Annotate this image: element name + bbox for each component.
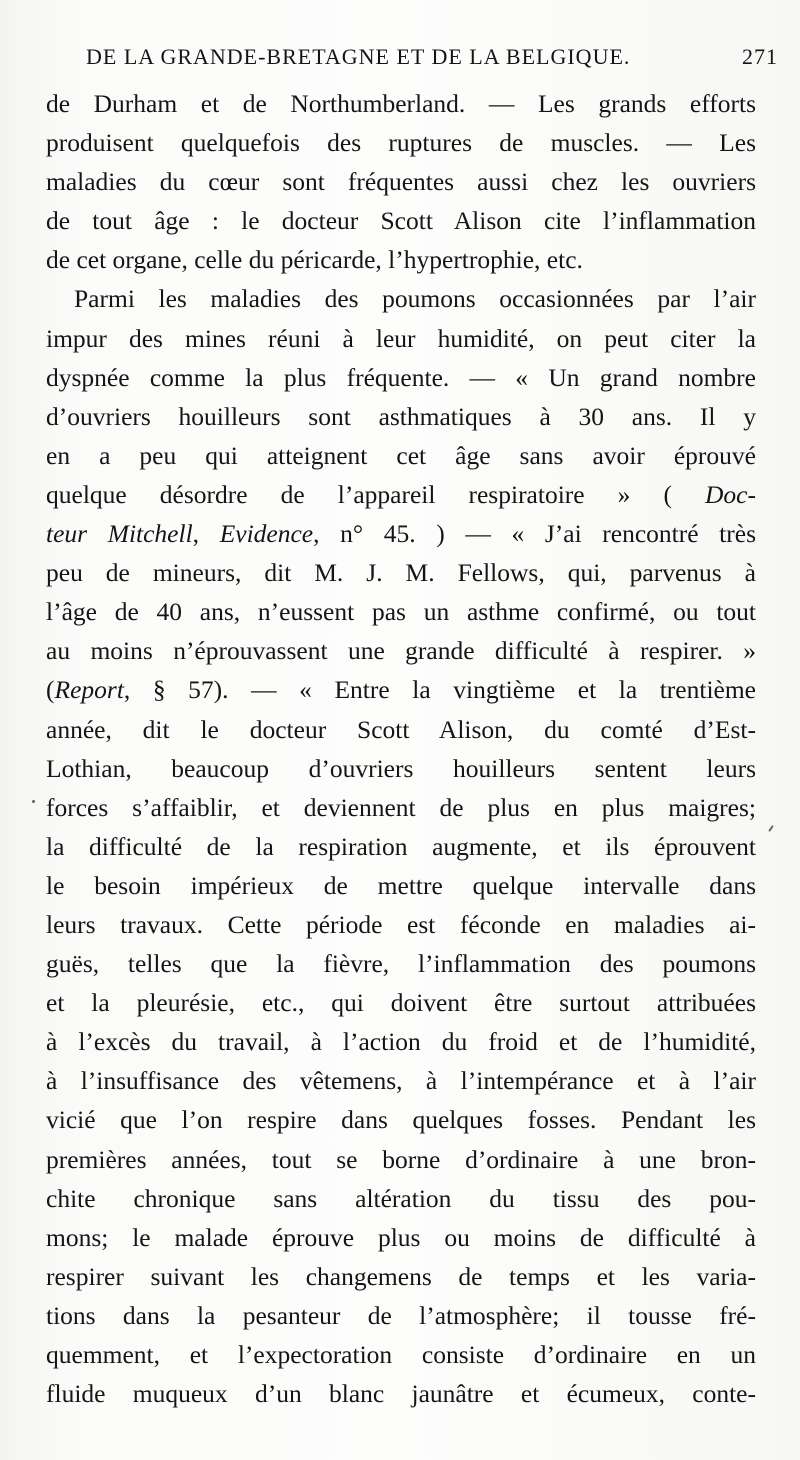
text-line: année, dit le docteur Scott Alison, du comté d’Est- [46,714,756,744]
text-line: maladies du cœur sont fréquentes aussi chez les ouvriers [46,167,756,197]
text-line: dyspnée comme la plus fréquente. — « Un grand nombre [46,362,756,392]
text-line: forces s’affaiblir, et deviennent de plus en plus maigres; [46,792,756,822]
paper-speck [768,825,774,832]
page-number: 271 [742,44,778,69]
text-line: peu de mineurs, dit M. J. M. Fellows, qui, parvenus à [46,558,756,588]
text-line: leurs travaux. Cette période est féconde en maladies ai- [46,909,756,939]
text-line: chite chronique sans altération du tissu des pou- [46,1183,756,1213]
text-line: de cet organe, celle du péricarde, l’hypertrophie, etc. [46,245,583,275]
text-line: mons; le malade éprouve plus ou moins de difficulté à [46,1222,756,1252]
text-line: premières années, tout se borne d’ordinaire à une bron- [46,1144,756,1174]
paper-speck [32,800,35,803]
text-line: d’ouvriers houilleurs sont asthmatiques à 30 ans. Il y [46,401,756,431]
text-line: l’âge de 40 ans, n’eussent pas un asthme confirmé, ou tout [46,597,756,627]
text-line: la difficulté de la respiration augmente, et ils éprouvent [46,831,756,861]
text-line: fluide muqueux d’un blanc jaunâtre et écumeux, conte- [46,1379,756,1409]
text-line: produisent quelquefois des ruptures de muscles. — Les [46,128,756,158]
text-line: impur des mines réuni à leur humidité, on peut citer la [46,323,756,353]
text-line: guës, telles que la fièvre, l’inflammation des poumons [46,949,756,979]
text-line: quelque désordre de l’appareil respiratoire » ( Doc- [46,479,756,509]
running-head-title: DE LA GRANDE-BRETAGNE ET DE LA BELGIQUE. [86,44,631,69]
text-line: en a peu qui atteignent cet âge sans avoir éprouvé [46,440,756,470]
text-line: à l’insuffisance des vêtemens, à l’intempérance et à l’air [46,1066,756,1096]
text-line: au moins n’éprouvassent une grande difficulté à respirer. » [46,636,756,666]
text-line: Lothian, beaucoup d’ouvriers houilleurs sentent leurs [46,753,756,783]
text-line: respirer suivant les changemens de temps et les varia- [46,1261,756,1291]
text-line: tions dans la pesanteur de l’atmosphère; il tousse fré- [46,1300,756,1330]
text-line: vicié que l’on respire dans quelques fosses. Pendant les [46,1105,756,1135]
text-line: (Report, § 57). — « Entre la vingtième et la trentième [46,675,756,705]
text-line: à l’excès du travail, à l’action du froid et de l’humidité, [46,1027,756,1057]
running-head [86,44,778,70]
body-text [46,84,756,1413]
text-line: teur Mitchell, Evidence, n° 45. ) — « J’ai rencontré très [46,519,756,549]
paragraph-start-line: Parmi les maladies des poumons occasionnées par l’air [74,284,756,314]
text-line: le besoin impérieux de mettre quelque intervalle dans [46,870,756,900]
text-line: quemment, et l’expectoration consiste d’ordinaire en un [46,1340,756,1369]
text-line: de tout âge : le docteur Scott Alison cite l’inflammation [46,206,756,236]
text-line: de Durham et de Northumberland. — Les grands efforts [46,89,756,118]
text-line: et la pleurésie, etc., qui doivent être surtout attribuées [46,988,756,1018]
